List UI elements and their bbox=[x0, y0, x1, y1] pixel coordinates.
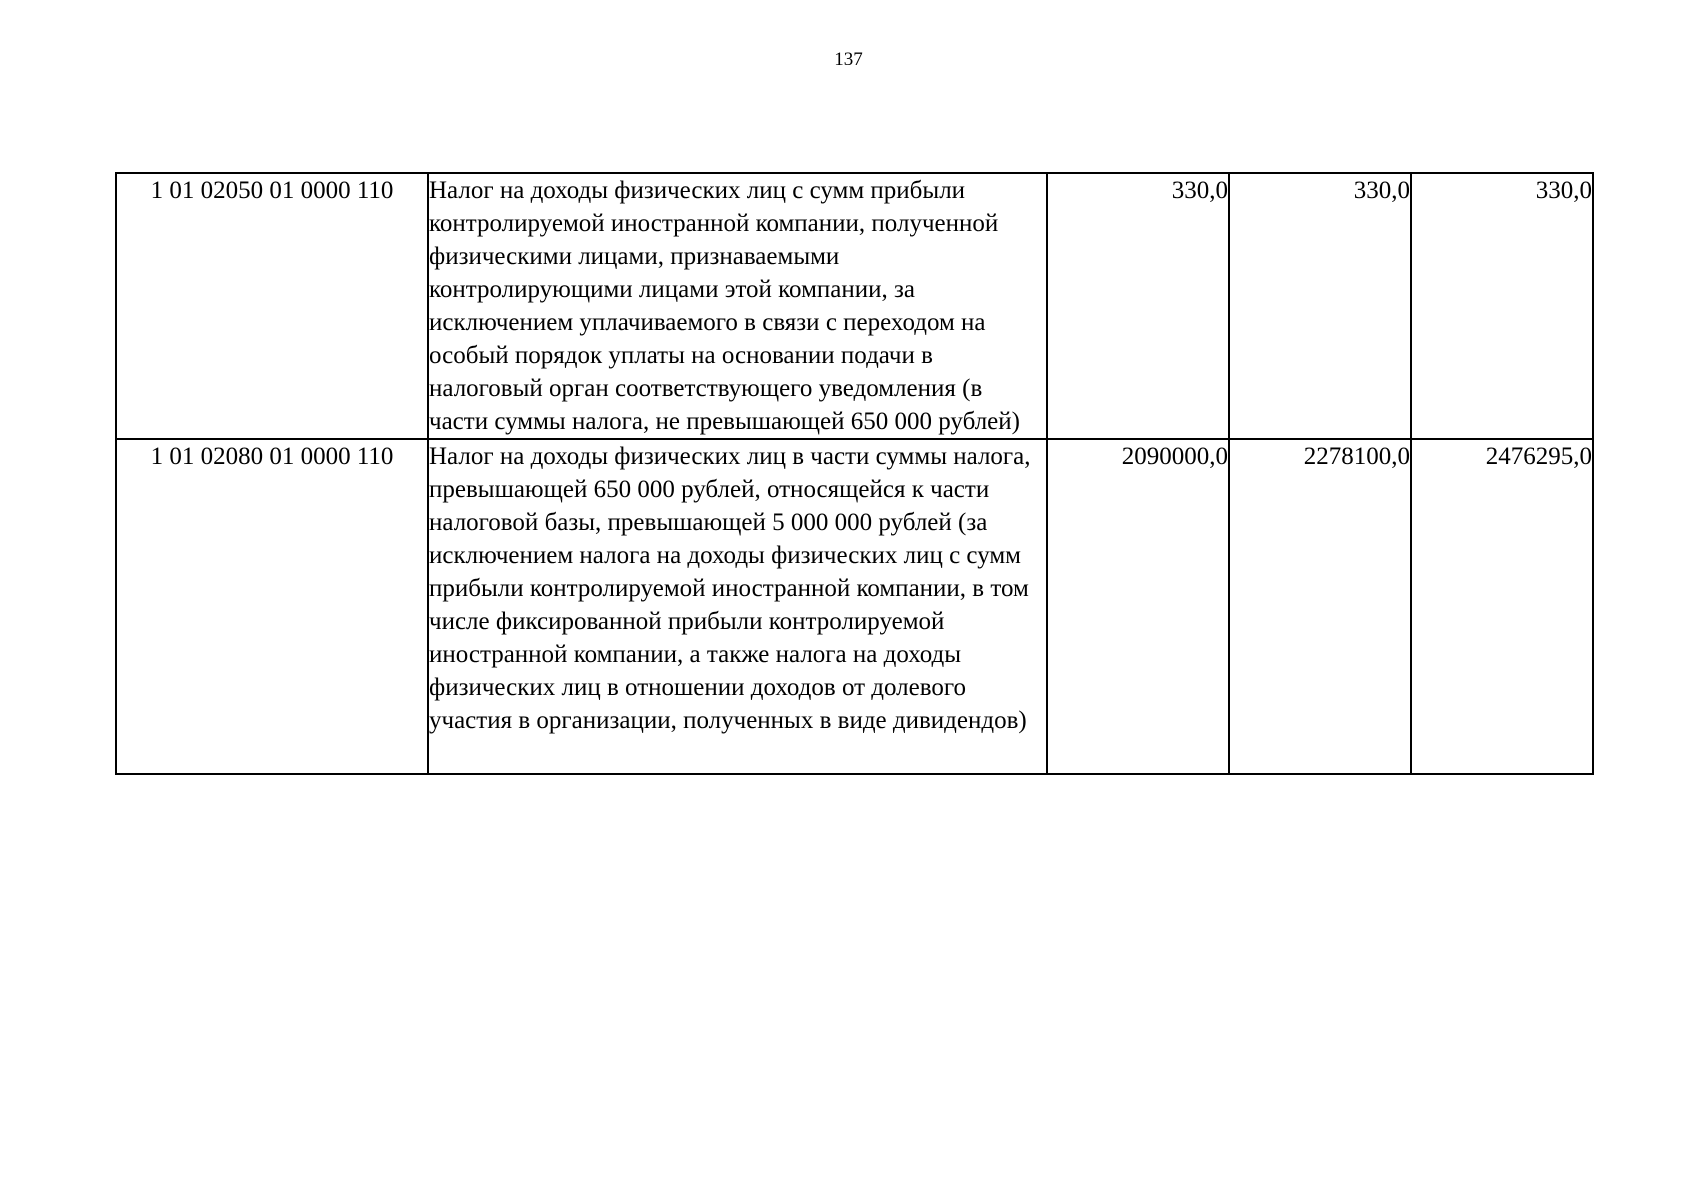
budget-revenue-table bbox=[115, 172, 1594, 775]
revenue-description-cell: Налог на доходы физических лиц с сумм прибыли контролируемой иностранной компании, полученной физическими лицами, признаваемыми контролирующими лицами этой компании, за исключением уплачиваемого в связи с переходом на особый порядок уплаты на основании подачи в налоговый орган соответствующего уведомления (в части суммы налога, не превышающей 650 000 рублей) bbox=[428, 173, 1047, 439]
value-year-1-cell: 2090000,0 bbox=[1047, 439, 1229, 774]
revenue-code-cell: 1 01 02050 01 0000 110 bbox=[116, 173, 428, 439]
value-year-2-cell: 2278100,0 bbox=[1229, 439, 1411, 774]
page-number: 137 bbox=[834, 49, 863, 70]
revenue-description-cell: Налог на доходы физических лиц в части суммы налога, превышающей 650 000 рублей, относящейся к части налоговой базы, превышающей 5 000 000 рублей (за исключением налога на доходы физических лиц с сумм прибыли контролируемой иностранной компании, в том числе фиксированной прибыли контролируемой иностранной компании, а также налога на доходы физических лиц в отношении доходов от долевого участия в организации, полученных в виде дивидендов) bbox=[428, 439, 1047, 774]
table-row bbox=[116, 439, 1593, 774]
table-row bbox=[116, 173, 1593, 439]
value-year-1-cell: 330,0 bbox=[1047, 173, 1229, 439]
value-year-3-cell: 2476295,0 bbox=[1411, 439, 1593, 774]
value-year-2-cell: 330,0 bbox=[1229, 173, 1411, 439]
value-year-3-cell: 330,0 bbox=[1411, 173, 1593, 439]
revenue-code-cell: 1 01 02080 01 0000 110 bbox=[116, 439, 428, 774]
